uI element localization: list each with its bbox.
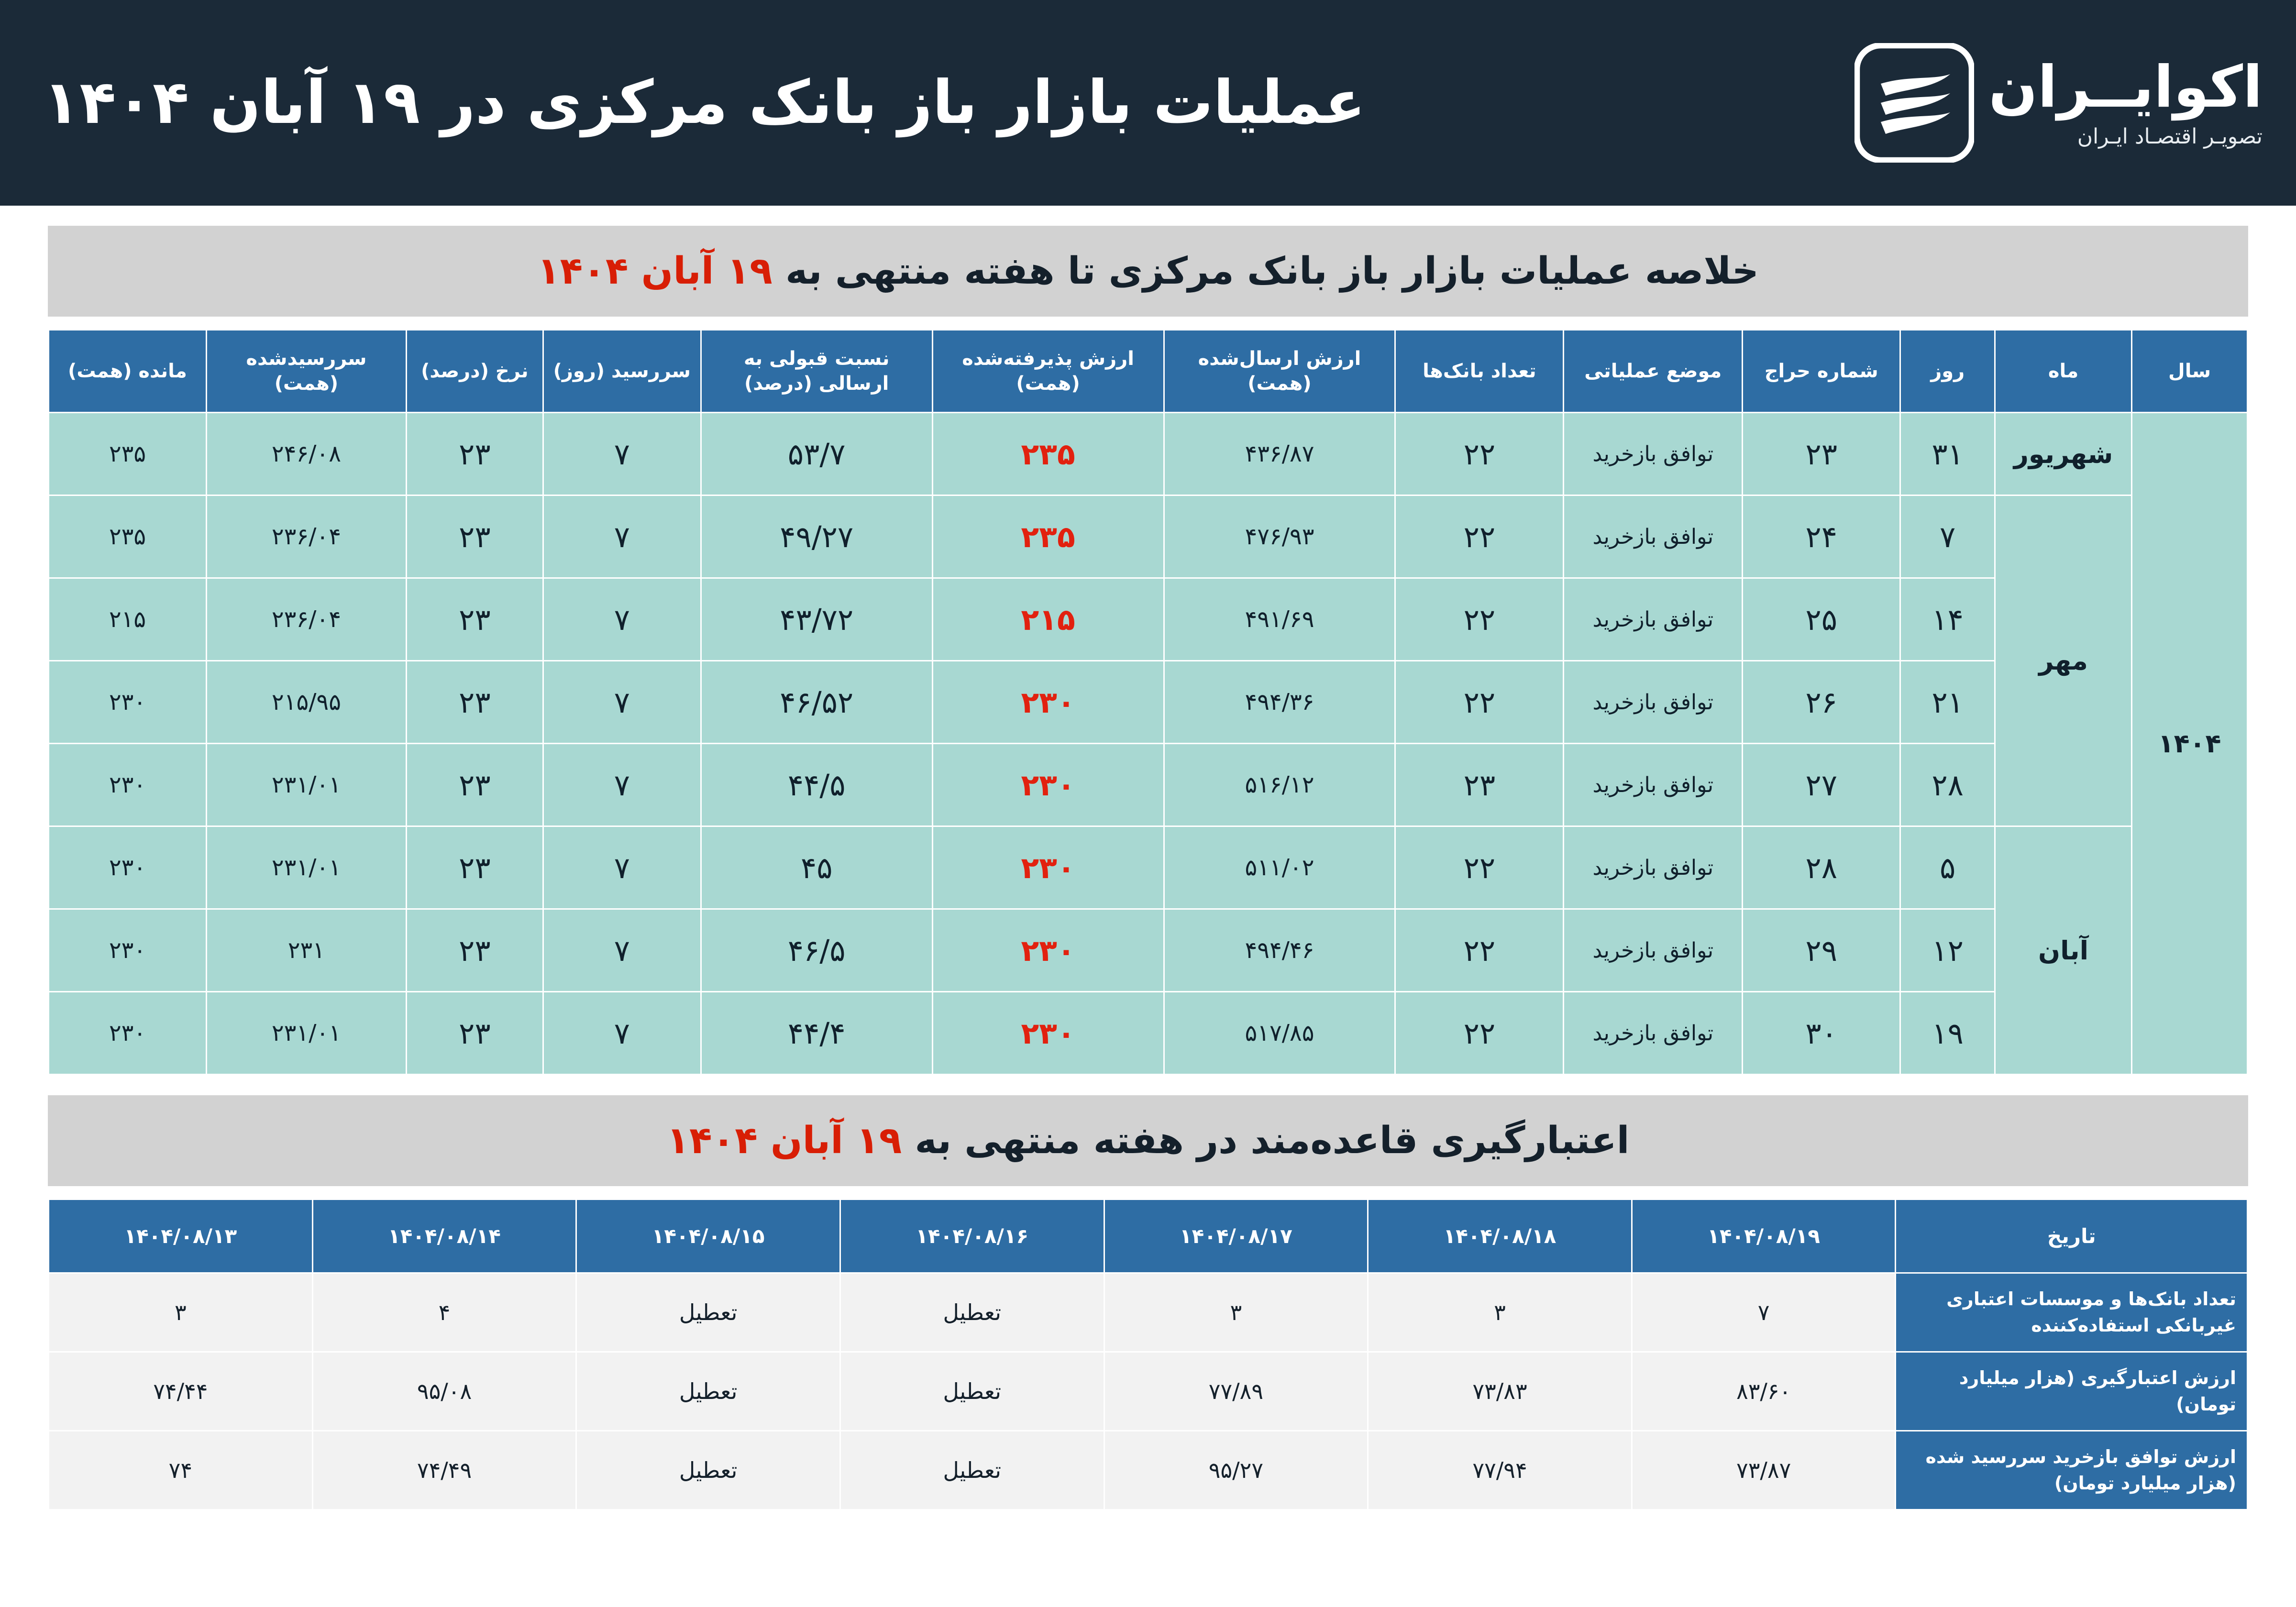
cell-operation-position: توافق بازخرید bbox=[1564, 495, 1743, 578]
cell-balance: ۲۳۵ bbox=[49, 495, 207, 578]
credit-cell-value: ۷۴/۴۹ bbox=[312, 1431, 576, 1510]
cell-acceptance-ratio: ۴۹/۲۷ bbox=[701, 495, 932, 578]
cell-bank-count: ۲۳ bbox=[1395, 744, 1564, 826]
page-header bbox=[0, 0, 2296, 206]
cell-rate: ۲۳ bbox=[406, 826, 543, 909]
cell-maturity-days: ۷ bbox=[543, 826, 701, 909]
table-row bbox=[49, 661, 2248, 744]
credit-row-label: تعداد بانک‌ها و موسسات اعتباری غیربانکی استفاده‌کننده bbox=[1896, 1273, 2248, 1352]
table-row bbox=[49, 1352, 2248, 1431]
cell-maturity-days: ۷ bbox=[543, 992, 701, 1075]
credit-cell-value: ۹۵/۲۷ bbox=[1104, 1431, 1368, 1510]
summary-section-banner bbox=[48, 226, 2248, 317]
credit-cell-value: ۷۳/۸۳ bbox=[1368, 1352, 1632, 1431]
cell-acceptance-ratio: ۴۴/۴ bbox=[701, 992, 932, 1075]
credit-col-date: ۱۴۰۴/۰۸/۱۵ bbox=[576, 1200, 840, 1273]
cell-operation-position: توافق بازخرید bbox=[1564, 826, 1743, 909]
credit-col-date: ۱۴۰۴/۰۸/۱۳ bbox=[49, 1200, 313, 1273]
table-row bbox=[49, 744, 2248, 826]
cell-rate: ۲۳ bbox=[406, 413, 543, 495]
cell-acceptance-ratio: ۴۶/۵ bbox=[701, 909, 932, 992]
cell-bank-count: ۲۲ bbox=[1395, 413, 1564, 495]
credit-row-label: ارزش توافق بازخرید سررسید شده (هزار میلیارد تومان) bbox=[1896, 1431, 2248, 1510]
cell-month: آبان bbox=[1995, 826, 2132, 1075]
credit-table-wrapper bbox=[48, 1199, 2248, 1510]
credit-cell-value: ۹۵/۰۸ bbox=[312, 1352, 576, 1431]
cell-operation-position: توافق بازخرید bbox=[1564, 909, 1743, 992]
summary-table-wrapper bbox=[48, 329, 2248, 1075]
credit-cell-value: تعطیل bbox=[576, 1352, 840, 1431]
table-row bbox=[49, 1273, 2248, 1352]
col-sent-value: ارزش ارسال‌شده (همت) bbox=[1164, 330, 1395, 413]
cell-bank-count: ۲۲ bbox=[1395, 909, 1564, 992]
credit-cell-value: ۷۴ bbox=[49, 1431, 313, 1510]
cell-sent-value: ۵۱۶/۱۲ bbox=[1164, 744, 1395, 826]
cell-sent-value: ۴۳۶/۸۷ bbox=[1164, 413, 1395, 495]
cell-day: ۲۱ bbox=[1900, 661, 1995, 744]
table-row bbox=[49, 495, 2248, 578]
cell-bank-count: ۲۲ bbox=[1395, 992, 1564, 1075]
credit-banner-highlight: ۱۹ آبان ۱۴۰۴ bbox=[666, 1119, 902, 1162]
credit-col-date: ۱۴۰۴/۰۸/۱۶ bbox=[840, 1200, 1104, 1273]
cell-balance: ۲۱۵ bbox=[49, 578, 207, 661]
regulated-credit-table bbox=[48, 1199, 2248, 1510]
credit-section-banner bbox=[48, 1095, 2248, 1186]
cell-rate: ۲۳ bbox=[406, 661, 543, 744]
cell-maturity-days: ۷ bbox=[543, 909, 701, 992]
cell-accepted-value: ۲۳۰ bbox=[932, 909, 1164, 992]
cell-day: ۱۴ bbox=[1900, 578, 1995, 661]
credit-col-date: ۱۴۰۴/۰۸/۱۹ bbox=[1632, 1200, 1896, 1273]
credit-header-row bbox=[49, 1200, 2248, 1273]
cell-balance: ۲۳۰ bbox=[49, 661, 207, 744]
col-month: ماه bbox=[1995, 330, 2132, 413]
cell-accepted-value: ۲۳۰ bbox=[932, 992, 1164, 1075]
cell-auction-number: ۲۹ bbox=[1743, 909, 1900, 992]
credit-cell-value: تعطیل bbox=[576, 1431, 840, 1510]
credit-cell-value: ۳ bbox=[49, 1273, 313, 1352]
cell-operation-position: توافق بازخرید bbox=[1564, 992, 1743, 1075]
credit-cell-value: تعطیل bbox=[840, 1352, 1104, 1431]
summary-header-row bbox=[49, 330, 2248, 413]
open-market-summary-table bbox=[48, 329, 2248, 1075]
cell-day: ۳۱ bbox=[1900, 413, 1995, 495]
cell-sent-value: ۴۹۱/۶۹ bbox=[1164, 578, 1395, 661]
page-title: عملیات بازار باز بانک مرکزی در ۱۹ آبان ۱۴۰۴ bbox=[43, 67, 1366, 137]
cell-bank-count: ۲۲ bbox=[1395, 495, 1564, 578]
cell-acceptance-ratio: ۴۴/۵ bbox=[701, 744, 932, 826]
cell-accepted-value: ۲۳۰ bbox=[932, 661, 1164, 744]
cell-matured: ۲۳۶/۰۴ bbox=[206, 578, 406, 661]
credit-cell-value: ۷۷/۸۹ bbox=[1104, 1352, 1368, 1431]
col-year: سال bbox=[2132, 330, 2248, 413]
credit-cell-value: تعطیل bbox=[840, 1273, 1104, 1352]
brand-tagline: تصویـر اقتصـاد ایـران bbox=[2077, 124, 2263, 149]
credit-cell-value: تعطیل bbox=[576, 1273, 840, 1352]
col-accepted-value: ارزش پذیرفته‌شده (همت) bbox=[932, 330, 1164, 413]
credit-cell-value: ۷۴/۴۴ bbox=[49, 1352, 313, 1431]
col-operation-position: موضع عملیاتی bbox=[1564, 330, 1743, 413]
cell-rate: ۲۳ bbox=[406, 495, 543, 578]
credit-cell-value: ۳ bbox=[1104, 1273, 1368, 1352]
cell-maturity-days: ۷ bbox=[543, 744, 701, 826]
cell-accepted-value: ۲۳۰ bbox=[932, 744, 1164, 826]
cell-day: ۷ bbox=[1900, 495, 1995, 578]
cell-sent-value: ۴۷۶/۹۳ bbox=[1164, 495, 1395, 578]
col-auction-number: شماره حراج bbox=[1743, 330, 1900, 413]
cell-matured: ۲۱۵/۹۵ bbox=[206, 661, 406, 744]
cell-auction-number: ۲۵ bbox=[1743, 578, 1900, 661]
cell-operation-position: توافق بازخرید bbox=[1564, 744, 1743, 826]
credit-cell-value: ۸۳/۶۰ bbox=[1632, 1352, 1896, 1431]
cell-day: ۱۲ bbox=[1900, 909, 1995, 992]
cell-auction-number: ۳۰ bbox=[1743, 992, 1900, 1075]
cell-auction-number: ۲۴ bbox=[1743, 495, 1900, 578]
credit-cell-value: ۳ bbox=[1368, 1273, 1632, 1352]
cell-month: مهر bbox=[1995, 495, 2132, 826]
cell-day: ۲۸ bbox=[1900, 744, 1995, 826]
cell-bank-count: ۲۲ bbox=[1395, 578, 1564, 661]
credit-cell-value: ۴ bbox=[312, 1273, 576, 1352]
table-row bbox=[49, 826, 2248, 909]
brand-block bbox=[1854, 43, 2263, 163]
cell-matured: ۲۳۱ bbox=[206, 909, 406, 992]
summary-table-body bbox=[49, 413, 2248, 1075]
cell-balance: ۲۳۰ bbox=[49, 744, 207, 826]
cell-sent-value: ۴۹۴/۳۶ bbox=[1164, 661, 1395, 744]
credit-col-date: ۱۴۰۴/۰۸/۱۷ bbox=[1104, 1200, 1368, 1273]
cell-maturity-days: ۷ bbox=[543, 661, 701, 744]
cell-accepted-value: ۲۳۵ bbox=[932, 495, 1164, 578]
credit-col-date: ۱۴۰۴/۰۸/۱۸ bbox=[1368, 1200, 1632, 1273]
cell-balance: ۲۳۰ bbox=[49, 909, 207, 992]
cell-accepted-value: ۲۱۵ bbox=[932, 578, 1164, 661]
cell-operation-position: توافق بازخرید bbox=[1564, 661, 1743, 744]
cell-year: ۱۴۰۴ bbox=[2132, 413, 2248, 1075]
credit-cell-value: ۷۳/۸۷ bbox=[1632, 1431, 1896, 1510]
table-row bbox=[49, 578, 2248, 661]
table-row bbox=[49, 1431, 2248, 1510]
cell-matured: ۲۳۱/۰۱ bbox=[206, 744, 406, 826]
cell-rate: ۲۳ bbox=[406, 744, 543, 826]
cell-acceptance-ratio: ۴۳/۷۲ bbox=[701, 578, 932, 661]
cell-acceptance-ratio: ۴۵ bbox=[701, 826, 932, 909]
cell-acceptance-ratio: ۴۶/۵۲ bbox=[701, 661, 932, 744]
col-balance: مانده (همت) bbox=[49, 330, 207, 413]
cell-balance: ۲۳۵ bbox=[49, 413, 207, 495]
summary-banner-highlight: ۱۹ آبان ۱۴۰۴ bbox=[537, 250, 773, 293]
cell-bank-count: ۲۲ bbox=[1395, 826, 1564, 909]
cell-matured: ۲۳۱/۰۱ bbox=[206, 992, 406, 1075]
col-acceptance-ratio: نسبت قبولی به ارسالی (درصد) bbox=[701, 330, 932, 413]
summary-banner-prefix: خلاصه عملیات بازار باز بانک مرکزی تا هفته منتهی به bbox=[772, 250, 1759, 293]
credit-banner-text bbox=[666, 1119, 1629, 1162]
credit-row-label: ارزش اعتبارگیری (هزار میلیارد تومان) bbox=[1896, 1352, 2248, 1431]
cell-maturity-days: ۷ bbox=[543, 495, 701, 578]
cell-matured: ۲۳۱/۰۱ bbox=[206, 826, 406, 909]
table-row bbox=[49, 992, 2248, 1075]
cell-auction-number: ۲۷ bbox=[1743, 744, 1900, 826]
cell-day: ۱۹ bbox=[1900, 992, 1995, 1075]
cell-matured: ۲۴۶/۰۸ bbox=[206, 413, 406, 495]
cell-rate: ۲۳ bbox=[406, 909, 543, 992]
cell-matured: ۲۳۶/۰۴ bbox=[206, 495, 406, 578]
cell-maturity-days: ۷ bbox=[543, 413, 701, 495]
cell-accepted-value: ۲۳۰ bbox=[932, 826, 1164, 909]
cell-accepted-value: ۲۳۵ bbox=[932, 413, 1164, 495]
cell-balance: ۲۳۰ bbox=[49, 992, 207, 1075]
summary-banner-text bbox=[537, 250, 1759, 293]
cell-sent-value: ۵۱۱/۰۲ bbox=[1164, 826, 1395, 909]
col-matured: سررسیدشده (همت) bbox=[206, 330, 406, 413]
credit-col-date-label: تاریخ bbox=[1896, 1200, 2248, 1273]
credit-cell-value: ۷۷/۹۴ bbox=[1368, 1431, 1632, 1510]
cell-bank-count: ۲۲ bbox=[1395, 661, 1564, 744]
cell-rate: ۲۳ bbox=[406, 992, 543, 1075]
cell-auction-number: ۲۶ bbox=[1743, 661, 1900, 744]
credit-table-body bbox=[49, 1273, 2248, 1510]
credit-cell-value: تعطیل bbox=[840, 1431, 1104, 1510]
credit-cell-value: ۷ bbox=[1632, 1273, 1896, 1352]
brand-text bbox=[1988, 54, 2263, 149]
brand-name: اکوایــران bbox=[1988, 54, 2263, 121]
cell-rate: ۲۳ bbox=[406, 578, 543, 661]
table-row bbox=[49, 909, 2248, 992]
cell-auction-number: ۲۳ bbox=[1743, 413, 1900, 495]
cell-acceptance-ratio: ۵۳/۷ bbox=[701, 413, 932, 495]
cell-day: ۵ bbox=[1900, 826, 1995, 909]
table-row bbox=[49, 413, 2248, 495]
cell-auction-number: ۲۸ bbox=[1743, 826, 1900, 909]
col-bank-count: تعداد بانک‌ها bbox=[1395, 330, 1564, 413]
credit-banner-prefix: اعتبارگیری قاعده‌مند در هفته منتهی به bbox=[902, 1119, 1630, 1162]
cell-sent-value: ۵۱۷/۸۵ bbox=[1164, 992, 1395, 1075]
credit-col-date: ۱۴۰۴/۰۸/۱۴ bbox=[312, 1200, 576, 1273]
cell-sent-value: ۴۹۴/۴۶ bbox=[1164, 909, 1395, 992]
cell-balance: ۲۳۰ bbox=[49, 826, 207, 909]
cell-operation-position: توافق بازخرید bbox=[1564, 578, 1743, 661]
col-day: روز bbox=[1900, 330, 1995, 413]
eco-iran-logo-icon bbox=[1854, 43, 1974, 163]
cell-maturity-days: ۷ bbox=[543, 578, 701, 661]
col-rate: نرخ (درصد) bbox=[406, 330, 543, 413]
cell-month: شهریور bbox=[1995, 413, 2132, 495]
col-maturity-days: سررسید (روز) bbox=[543, 330, 701, 413]
cell-operation-position: توافق بازخرید bbox=[1564, 413, 1743, 495]
